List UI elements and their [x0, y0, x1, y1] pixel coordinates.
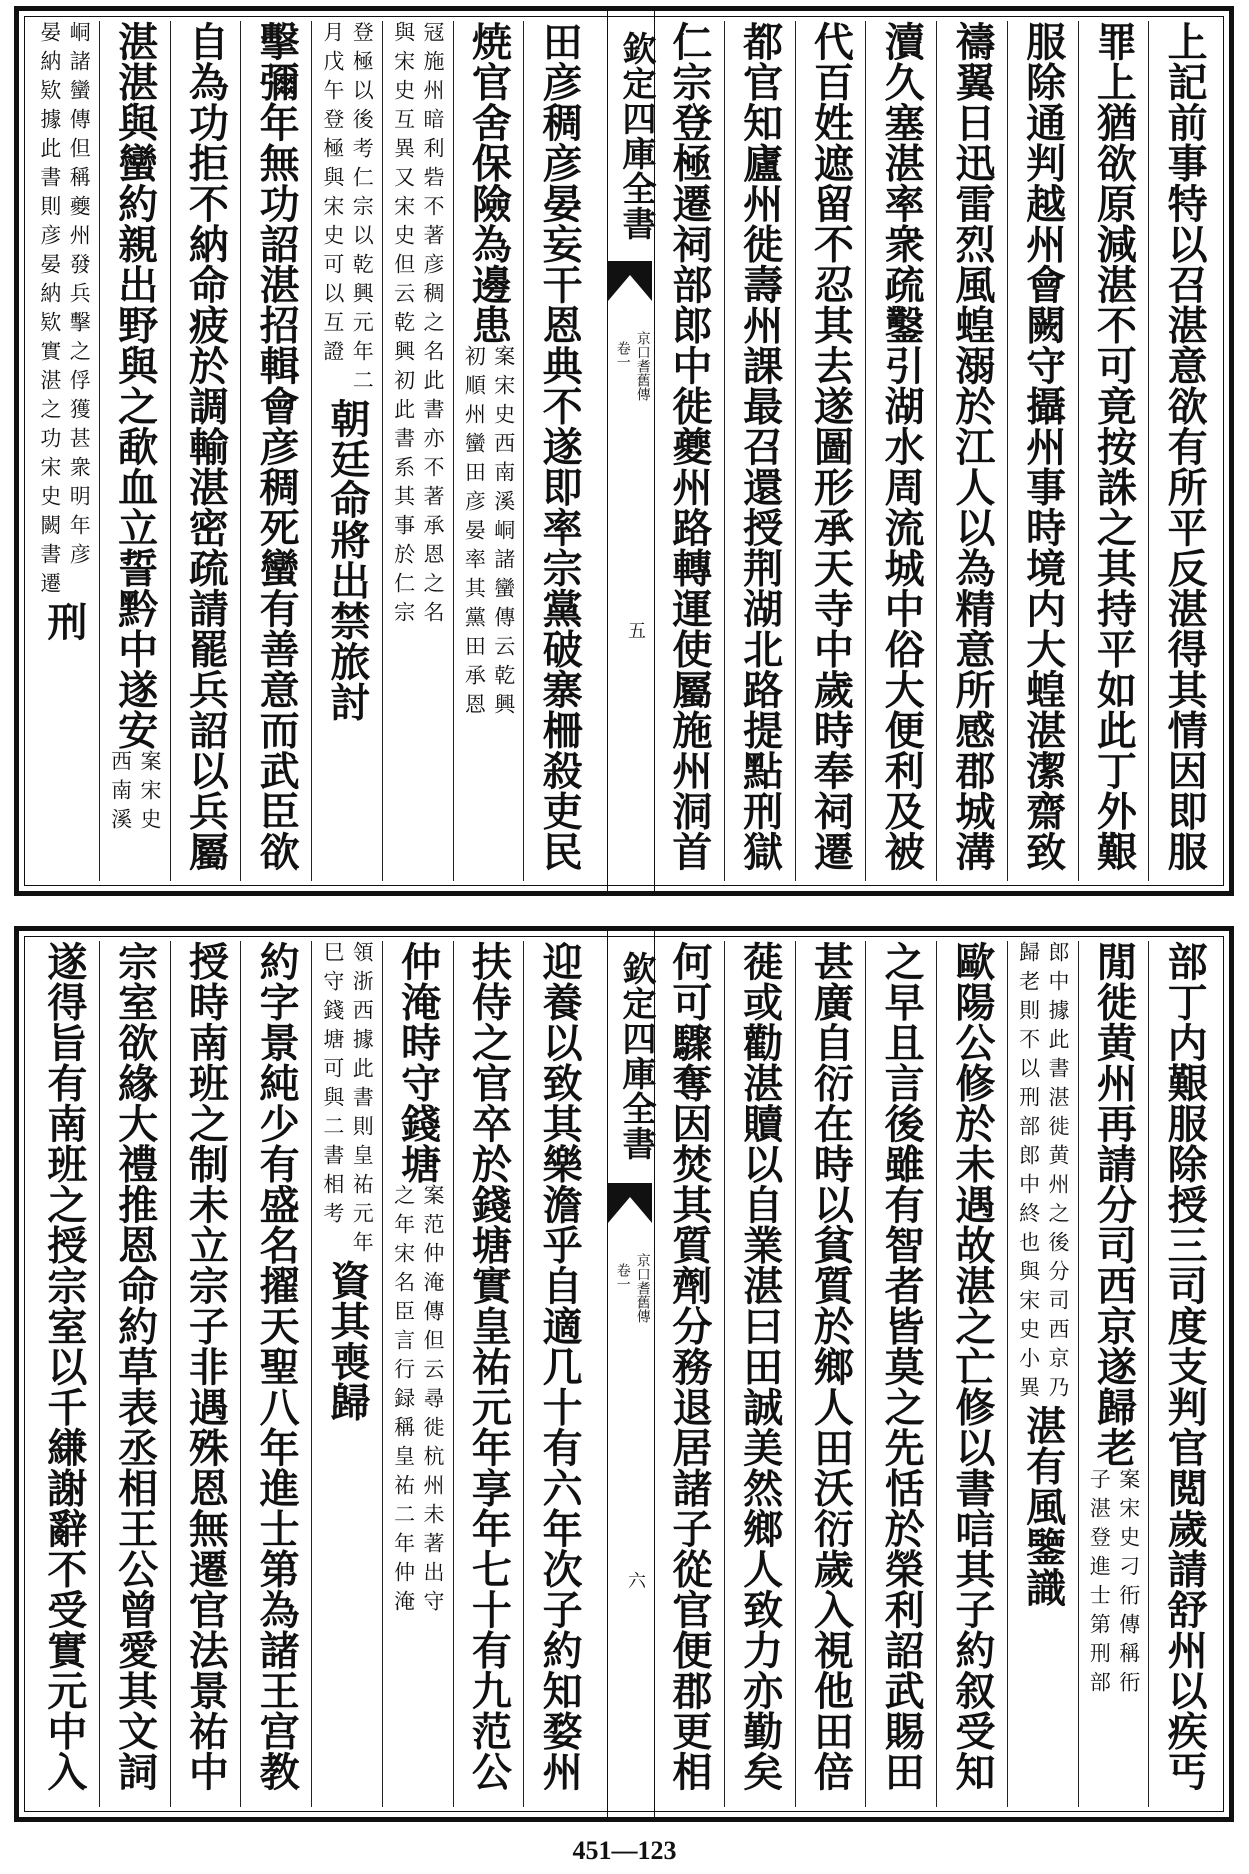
text-column: [382, 21, 453, 881]
book-title: 京口耆舊傳: [634, 331, 651, 401]
commentary-line: 案宋史西南溪峒諸蠻傳云乾興: [491, 345, 516, 722]
text-column: [1148, 21, 1219, 881]
text-column: [1078, 941, 1149, 1807]
page-footer-number: 451—123: [572, 1836, 677, 1865]
text-column: [523, 21, 594, 881]
text-column: [453, 21, 524, 881]
text-column: [936, 941, 1007, 1807]
text-column: [311, 21, 382, 881]
main-text: 迎養以致其樂澹乎自適几十有六年次子約知婺州: [536, 941, 584, 1792]
main-text: 刑: [40, 601, 88, 642]
main-text: 代百姓遮留不忍其去遂圖形承天寺中歲時奉祠遷: [807, 21, 855, 872]
commentary-line: 冦施州暗利砦不著彦稠之名此書亦不著承恩之名: [421, 21, 446, 630]
commentary-line: 峒諸蠻傳但稱夔州發兵擊之俘獲甚衆明年彦: [67, 21, 92, 572]
text-column: [1148, 941, 1219, 1807]
commentary-line: 領浙西據此書則皇祐元年: [350, 941, 375, 1260]
commentary-note: [105, 750, 164, 837]
main-text: 約字景純少有盛名擢天聖八年進士第為諸王宫教: [253, 941, 301, 1792]
main-text: 仁宗登極遷祠部郎中徙夔州路轉運使屬施州洞首: [665, 21, 713, 872]
text-column: [240, 21, 311, 881]
main-text: 授時南班之制未立宗子非遇殊恩無遷官法景祐中: [182, 941, 230, 1792]
main-text: 焼官舍保險為邊患: [465, 21, 513, 345]
commentary-note: [388, 21, 447, 630]
commentary-note: [459, 345, 518, 722]
volume-label: 卷一: [614, 341, 631, 369]
text-column: [724, 941, 795, 1807]
text-column: [29, 941, 99, 1807]
main-text: 朝廷命將出禁旅討: [323, 398, 371, 722]
main-text: 宗室欲緣大禮推恩命約草表丞相王公曾愛其文詞: [111, 941, 159, 1792]
commentary-note: [1013, 941, 1072, 1405]
main-text: 禱翼日迅雷烈風蝗溺於江人以為精意所感郡城溝: [948, 21, 996, 872]
commentary-line: 案范仲淹傳但云尋徙杭州未著出守: [421, 1184, 446, 1619]
commentary-line: 案宋史: [138, 750, 163, 837]
commentary-line: 晏納欵據此書則彦晏納欵實湛之功宋史闕書遷: [37, 21, 62, 601]
main-text: 擊彌年無功詔湛招輯會彦稠死蠻有善意而武臣欲: [253, 21, 301, 872]
text-column: [1078, 21, 1149, 881]
main-text: 罪上猶欲原減湛不可竟按誅之其持平如此丁外艱: [1090, 21, 1138, 872]
main-text: 何可驟奪因焚其質劑分務退居諸子從官便郡更相: [665, 941, 713, 1792]
page-top: [14, 6, 1234, 896]
text-column: [311, 941, 382, 1807]
text-column: [724, 21, 795, 881]
main-text: 歐陽公修於未遇故湛之亡修以書唁其子約叙受知: [948, 941, 996, 1792]
main-text: 仲淹時守錢塘: [394, 941, 442, 1184]
main-text: 湛湛與蠻約親出野與之歃血立誓黔中遂安: [111, 21, 159, 750]
commentary-line: 初順州蠻田彦晏率其黨田承恩: [462, 345, 487, 722]
text-column: [654, 941, 724, 1807]
commentary-line: 月戊午登極與宋史可以互證: [320, 21, 345, 369]
center-margin-top: [607, 11, 655, 891]
main-text: 瀆久塞湛率衆疏鑿引湖水周流城中俗大便利及被: [878, 21, 926, 872]
commentary-line: 歸老則不以刑部郎中終也與宋史小異: [1016, 941, 1041, 1405]
text-column: [29, 21, 99, 881]
main-text: 甚廣自衍在時以貧質於鄉人田沃衍歲入視他田倍: [807, 941, 855, 1792]
page-number: 六: [625, 1571, 646, 1589]
commentary-note: [317, 21, 376, 398]
fishtail-mark-icon: [608, 261, 652, 301]
commentary-line: 登極以後考仁宗以乾興元年二: [350, 21, 375, 398]
right-half-bottom: [654, 941, 1219, 1807]
commentary-note: [34, 21, 93, 601]
main-text: 閒徙黄州再請分司西京遂歸老: [1090, 941, 1138, 1468]
text-column: [170, 941, 241, 1807]
left-half-top: [29, 21, 594, 881]
text-column: [654, 21, 724, 881]
text-column: [1007, 21, 1078, 881]
main-text: 上記前事特以召湛意欲有所平反湛得其情因即服: [1161, 21, 1209, 872]
commentary-note: [317, 941, 376, 1260]
page-number: 五: [625, 621, 646, 639]
main-text: 資其喪歸: [323, 1260, 371, 1422]
main-text: 之早且言後雖有智者皆莫之先恬於榮利詔武賜田: [878, 941, 926, 1792]
text-column: [453, 941, 524, 1807]
text-column: [170, 21, 241, 881]
commentary-line: 案宋史刁衎傳稱衎: [1116, 1467, 1141, 1700]
main-text: 扶侍之官卒於錢塘實皇祐元年享年七十有九范公: [465, 941, 513, 1792]
text-column: [99, 21, 170, 881]
text-column: [523, 941, 594, 1807]
main-text: 湛有風鑒識: [1019, 1405, 1067, 1608]
left-half-bottom: [29, 941, 594, 1807]
fishtail-mark-icon: [608, 1183, 652, 1223]
volume-label: 卷一: [614, 1263, 631, 1291]
text-column: [1007, 941, 1078, 1807]
main-text: 蓰或勸湛贖以自業湛曰田誠美然鄉人致力亦勤矣: [736, 941, 784, 1792]
text-column: [382, 941, 453, 1807]
text-column: [99, 941, 170, 1807]
text-column: [240, 941, 311, 1807]
right-half-top: [654, 21, 1219, 881]
commentary-line: 之年宋名臣言行録稱皇祐二年仲淹: [391, 1184, 416, 1619]
center-margin-bottom: [607, 931, 655, 1817]
main-text: 都官知廬州徙壽州課最召還授荆湖北路提點刑獄: [736, 21, 784, 872]
header-title: 欽定四庫全書: [616, 951, 656, 1161]
commentary-note: [388, 1184, 447, 1619]
commentary-line: 郎中據此書湛徙黄州之後分司西京乃: [1046, 941, 1071, 1405]
text-column: [936, 21, 1007, 881]
header-title: 欽定四庫全書: [616, 31, 656, 241]
main-text: 田彦稠彦晏妄干恩典不遂即率宗黨破寨柵殺吏民: [536, 21, 584, 872]
commentary-note: [1084, 1468, 1143, 1700]
commentary-line: 子湛登進士第刑部: [1087, 1467, 1112, 1700]
main-text: 服除通判越州會闕守攝州事時境内大蝗湛潔齋致: [1019, 21, 1067, 872]
page-bottom: [14, 926, 1234, 1822]
main-text: 遂得旨有南班之授宗室以千縑謝辭不受實元中入: [40, 941, 88, 1792]
book-title: 京口耆舊傳: [634, 1253, 651, 1323]
text-column: [795, 21, 866, 881]
main-text: 部丁内艱服除授三司度支判官閲歲請舒州以疾丐: [1161, 941, 1209, 1792]
commentary-line: 與宋史互異又宋史但云乾興初此書系其事於仁宗: [391, 21, 416, 630]
text-column: [865, 21, 936, 881]
main-text: 自為功拒不納命疲於調輸湛密疏請罷兵詔以兵屬: [182, 21, 230, 872]
commentary-line: 巳守錢塘可與二書相考: [320, 941, 345, 1231]
text-column: [865, 941, 936, 1807]
commentary-line: 西南溪: [108, 750, 133, 837]
text-column: [795, 941, 866, 1807]
